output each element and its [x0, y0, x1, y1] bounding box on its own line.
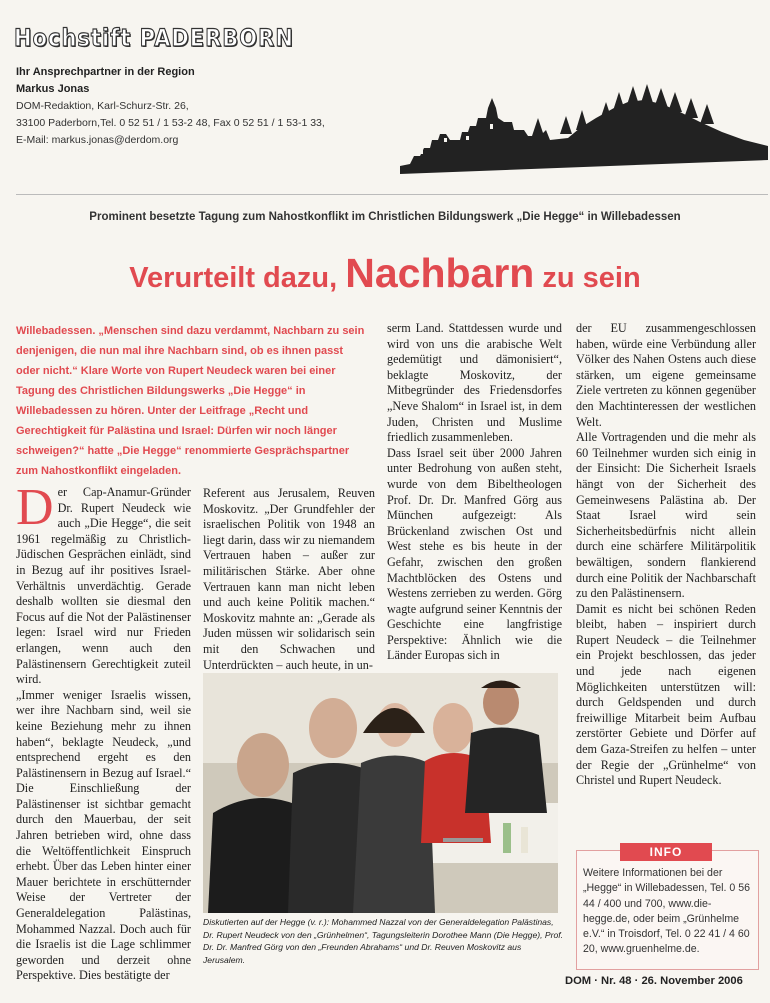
article-lead: Willebadessen. „Menschen sind dazu verdammt, Nachbarn zu sein denjenigen, die nun mal ihre Nachbarn sind, ob es ihnen passt oder nicht.“ Klare Worte von Rupert Neudeck waren bei einer Tagung des Christlichen Bildungswerks „Die Hegge“ in Willebadessen zu hören. Unter der Leitfrage „Recht und Gerechtigkeit für Palästina und Israel: Dürfen wir noch länger schweigen?“ hatte „Die Hegge“ renommierte Gesprächspartner zum Nahostkonflikt eingeladen. [16, 325, 365, 477]
drop-cap: D [16, 479, 54, 536]
contact-heading: Ihr Ansprechpartner in der Region [16, 66, 195, 78]
paragraph: er Cap-Anamur-Gründer Dr. Rupert Neudeck wie auch „Die Hegge“, die seit 1961 regelmäßig zu Christlich-Jüdischen Gesprächen einlädt, sind in Bezug auf ihr positives Israel-Verhältnis unverdächtig. Gerade deshalb wollten sie diesmal den Focus auf die Not der Palästinenser legen: Israel wird nur Frieden erlangen, wenn auch den Palästinensern Gerechtigkeit zuteil wird. [16, 485, 191, 687]
article-column-1 [16, 479, 191, 984]
headline-part1: Verurteilt dazu, [129, 262, 346, 294]
paragraph: Dass Israel seit über 2000 Jahren unter Bedrohung von außen steht, wurde von dem Bibeltheologen Prof. Dr. Dr. Manfred Görg aus München aufgezeigt: Als Brückenland zwischen Ost und West stehe es bis heute in der Gefahr, zwischen den großen Machtblöcken des Ostens und Westens zerrieben zu werden. Görg wagte aufgrund seiner Kenntnis der Geschichte eine langfristige Perspektive: Ähnlich wie die Länder Europas sich in [387, 445, 562, 663]
contact-phone: 33100 Paderborn,Tel. 0 52 51 / 1 53-2 48, Fax 0 52 51 / 1 53-1 33, [16, 117, 325, 129]
page-footer: DOM · Nr. 48 · 26. November 2006 [565, 975, 743, 987]
article-column-4 [576, 321, 756, 789]
article-photo [203, 673, 558, 913]
headline-part2: Nachbarn [345, 250, 535, 296]
article-column-2 [203, 486, 375, 673]
contact-block [16, 64, 325, 149]
paragraph: Damit es nicht bei schönen Reden bleibt, haben – inspiriert durch Rupert Neudeck – die Teilnehmer ein Projekt beschlossen, das jeder und jede nach eigenen Möglichkeiten unterstützen will: durch Geldspenden und durch freiwillige Mitarbeit beim Aufbau zerstörter Gebiete und Dörfer auf dem Gaza-Streifen zu helfen – unter der Regie der „Grünhelme“ von Christel und Rupert Neudeck. [576, 601, 756, 788]
article-column-3 [387, 321, 562, 664]
contact-email: E-Mail: markus.jonas@derdom.org [16, 134, 179, 146]
headline-part3: zu sein [534, 262, 641, 294]
masthead-logo: Hochstift PADERBORN [14, 24, 294, 52]
paragraph: Alle Vortragenden und die mehr als 60 Teilnehmer wurden sich einig in der Einsicht: Die Sicherheit Israels hängt von der Sicherheit des Gemeinwesens Palästina ab. Der Staat Israel wird sein Sicherheitsbedürfnis nicht allein durch eine schärfere Militärpolitik bewältigen, sondern flankierend durch eine Politik der Nachbarschaft zu den Palästinensern. [576, 430, 756, 601]
info-tag: INFO [620, 843, 712, 861]
header-divider [16, 194, 768, 195]
contact-address: DOM-Redaktion, Karl-Schurz-Str. 26, [16, 100, 189, 112]
article-kicker: Prominent besetzte Tagung zum Nahostkonflikt im Christlichen Bildungswerk „Die Hegge“ in Willebadessen [89, 211, 681, 223]
photo-caption: Diskutierten auf der Hegge (v. r.): Mohammed Nazzal von der Generaldelegation Palästinas, Dr. Rupert Neudeck von den „Grünhelmen“, Tagungsleiterin Dorothee Mann (Die Hegge), Prof. Dr. Dr. Manfred Görg von den „Freunden Abrahams“ und Dr. Reuven Moskovitz aus Jerusalem. [203, 917, 564, 965]
skyline-silhouette-icon [400, 78, 768, 190]
paragraph: serm Land. Stattdessen wurde und wird von uns die arabische Welt gedemütigt und dämonisiert“, beklagte Moskovitz, der Mitbegründer des Friedensdorfes „Neve Shalom“ in Israel ist, in dem Juden, Christen und Muslime friedlich zusammenleben. [387, 321, 562, 445]
contact-name: Markus Jonas [16, 83, 90, 95]
panel-discussion-photo-icon [203, 673, 558, 913]
paragraph: der EU zusammengeschlossen haben, würde eine Verbündung aller Völker des Nahen Ostens auch diese stärken, um eigene gemeinsame Ziele vertreten zu können gegenüber den Machtinteressen der westlichen Welt. [576, 321, 756, 429]
paragraph: Referent aus Jerusalem, Reuven Moskovitz. „Der Grundfehler der israelischen Politik von 1948 an liegt darin, dass wir zu niemandem Vertrauen haben – außer zur militärischen Stärke. Aber ohne Vertrauen kann man nicht leben und auch keine Politik machen.“ Moskovitz mahnte an: „Gerade als Juden müssen wir solidarisch sein mit den Schwachen und Unterdrückten – auch heute, in un- [203, 486, 375, 672]
info-text: Weitere Informationen bei der „Hegge“ in Willebadessen, Tel. 0 56 44 / 400 und 700, www.die-hegge.de, oder beim „Grünhelme e.V.“ in Troisdorf, Tel. 0 22 41 / 4 60 20, www.gruenhelme.de. [583, 867, 751, 956]
article-headline [0, 250, 770, 297]
paragraph: „Immer weniger Israelis wissen, wer ihre Nachbarn sind, weil sie keine Beziehung mehr zu ihnen haben“, beklagte Neudeck, „und entsprechend ergeht es den Palästinensern in Bezug auf Israel.“ Die Einschließung der Palästinenser ist sichtbar gemacht durch den Mauerbau, der seit Jahren betrieben wird, ohne dass die Weltöffentlichkeit Einspruch erhebt. Über das Leben hinter einer Mauer berichtete in erschütternder Weise der Vertreter der Generaldelegation Palästinas, Mohammed Nazzal. Doch auch für die Israelis ist die Lage schlimmer geworden und derzeit ohne Perspektive. Dies bestätigte der [16, 687, 191, 983]
